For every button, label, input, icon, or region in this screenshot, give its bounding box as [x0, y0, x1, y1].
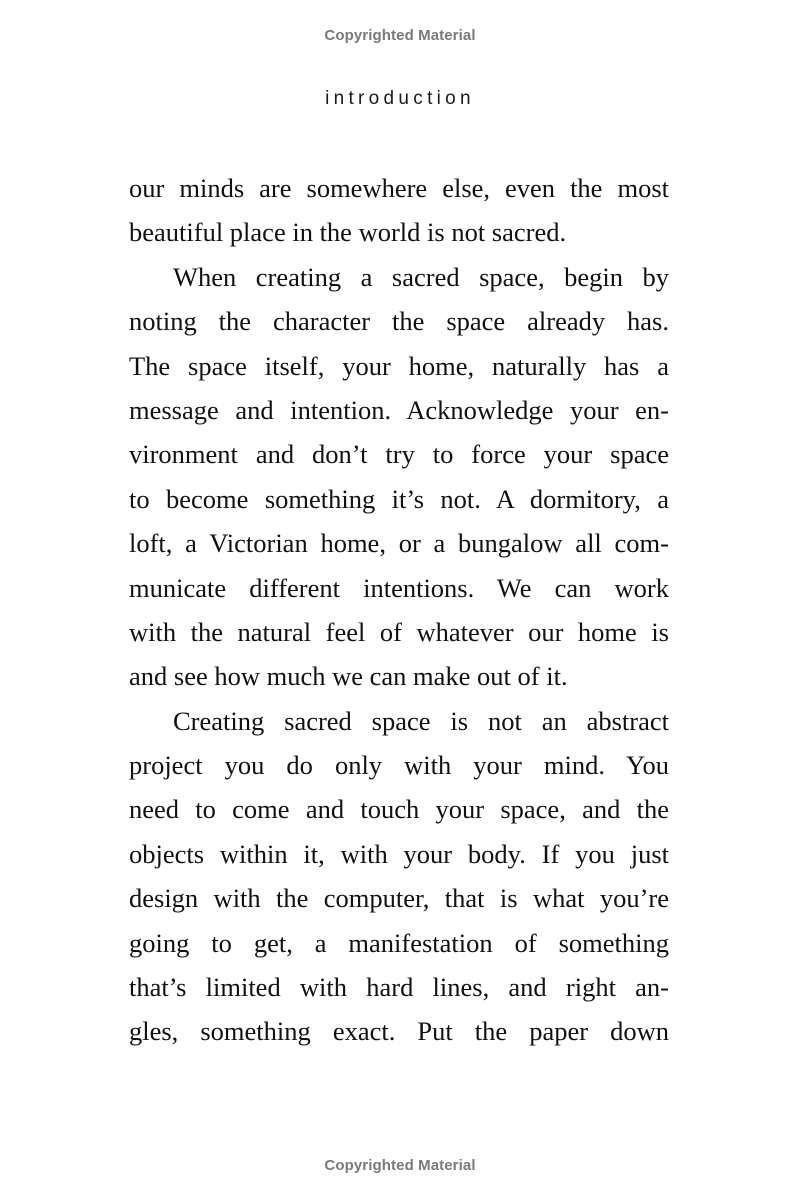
text-line: project you do only with your mind. You — [129, 750, 669, 781]
text-line: municate different intentions. We can work — [129, 572, 669, 603]
text-line: loft, a Victorian home, or a bungalow all com- — [129, 528, 669, 559]
copyright-watermark-top: Copyrighted Material — [324, 27, 476, 44]
text-line: with the natural feel of whatever our home is — [129, 616, 669, 647]
text-line: gles, something exact. Put the paper down — [129, 1016, 669, 1047]
text-line: beautiful place in the world is not sacred. — [129, 217, 567, 248]
text-line: that’s limited with hard lines, and right an- — [129, 972, 669, 1003]
copyright-watermark-bottom: Copyrighted Material — [324, 1157, 476, 1174]
text-line: design with the computer, that is what you’re — [129, 883, 669, 914]
text-line: When creating a sacred space, begin by — [173, 261, 669, 292]
text-line: and see how much we can make out of it. — [129, 661, 568, 692]
text-line: The space itself, your home, naturally has a — [129, 350, 669, 381]
text-line: message and intention. Acknowledge your en- — [129, 394, 669, 425]
text-line: objects within it, with your body. If you just — [129, 838, 669, 869]
text-line: Creating sacred space is not an abstract — [173, 705, 669, 736]
body-text — [129, 166, 669, 1054]
text-line: to become something it’s not. A dormitory, a — [129, 483, 669, 514]
text-line: need to come and touch your space, and the — [129, 794, 669, 825]
text-line: vironment and don’t try to force your space — [129, 439, 669, 470]
text-line: our minds are somewhere else, even the most — [129, 173, 669, 203]
text-line: going to get, a manifestation of something — [129, 927, 669, 958]
running-head: introduction — [325, 88, 475, 109]
text-line: noting the character the space already has. — [129, 306, 669, 337]
